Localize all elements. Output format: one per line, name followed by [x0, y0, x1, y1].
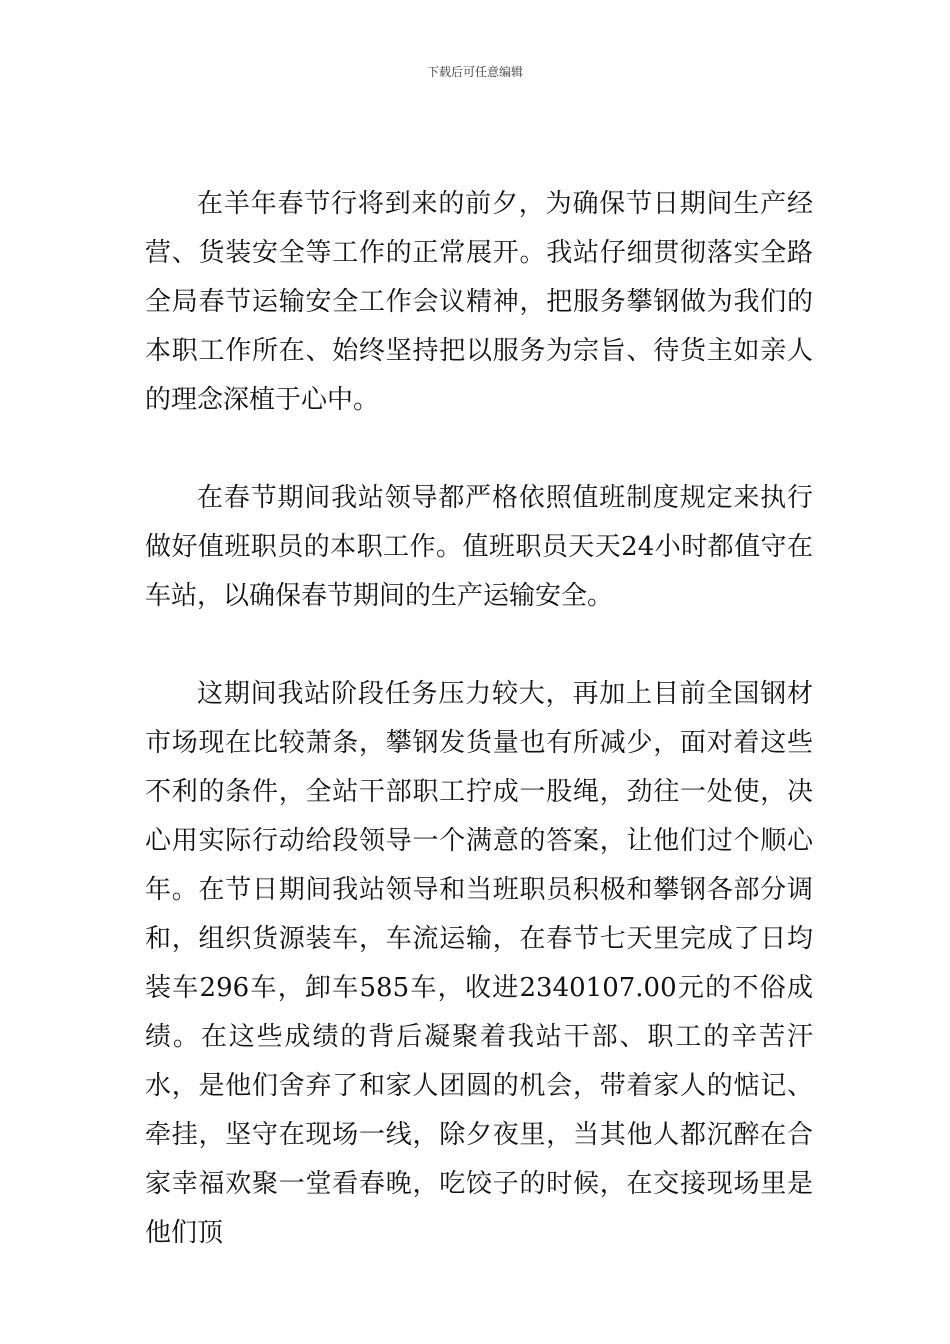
- paragraph-3: 这期间我站阶段任务压力较大，再加上目前全国钢材市场现在比较萧条，攀钢发货量也有所减少，面对着这些不利的条件，全站干部职工拧成一股绳，劲往一处使，决心用实际行动给段领导一个满意的答案，让他们过个顺心年。在节日期间我站领导和当班职员积极和攀钢各部分调和，组织货源装车，车流运输，在春节七天里完成了日均装车296车，卸车585车，收进2340107.00元的不俗成绩。在这些成绩的背后凝聚着我站干部、职工的辛苦汗水，是他们舍弃了和家人团圆的机会，带着家人的惦记、牵挂，坚守在现场一线，除夕夜里，当其他人都沉醉在合家幸福欢聚一堂看春晚，吃饺子的时候，在交接现场里是他们顶: [145, 679, 813, 1248]
- document-body: [145, 180, 813, 1258]
- paragraph-1: 在羊年春节行将到来的前夕，为确保节日期间生产经营、货装安全等工作的正常展开。我站仔细贯彻落实全路全局春节运输安全工作会议精神，把服务攀钢做为我们的本职工作所在、始终坚持把以服务为宗旨、待货主如亲人的理念深植于心中。: [145, 189, 813, 415]
- page-header-note: 下载后可任意编辑: [426, 65, 523, 79]
- paragraph-2: 在春节期间我站领导都严格依照值班制度规定来执行做好值班职员的本职工作。值班职员天天24小时都值守在车站，以确保春节期间的生产运输安全。: [145, 483, 813, 611]
